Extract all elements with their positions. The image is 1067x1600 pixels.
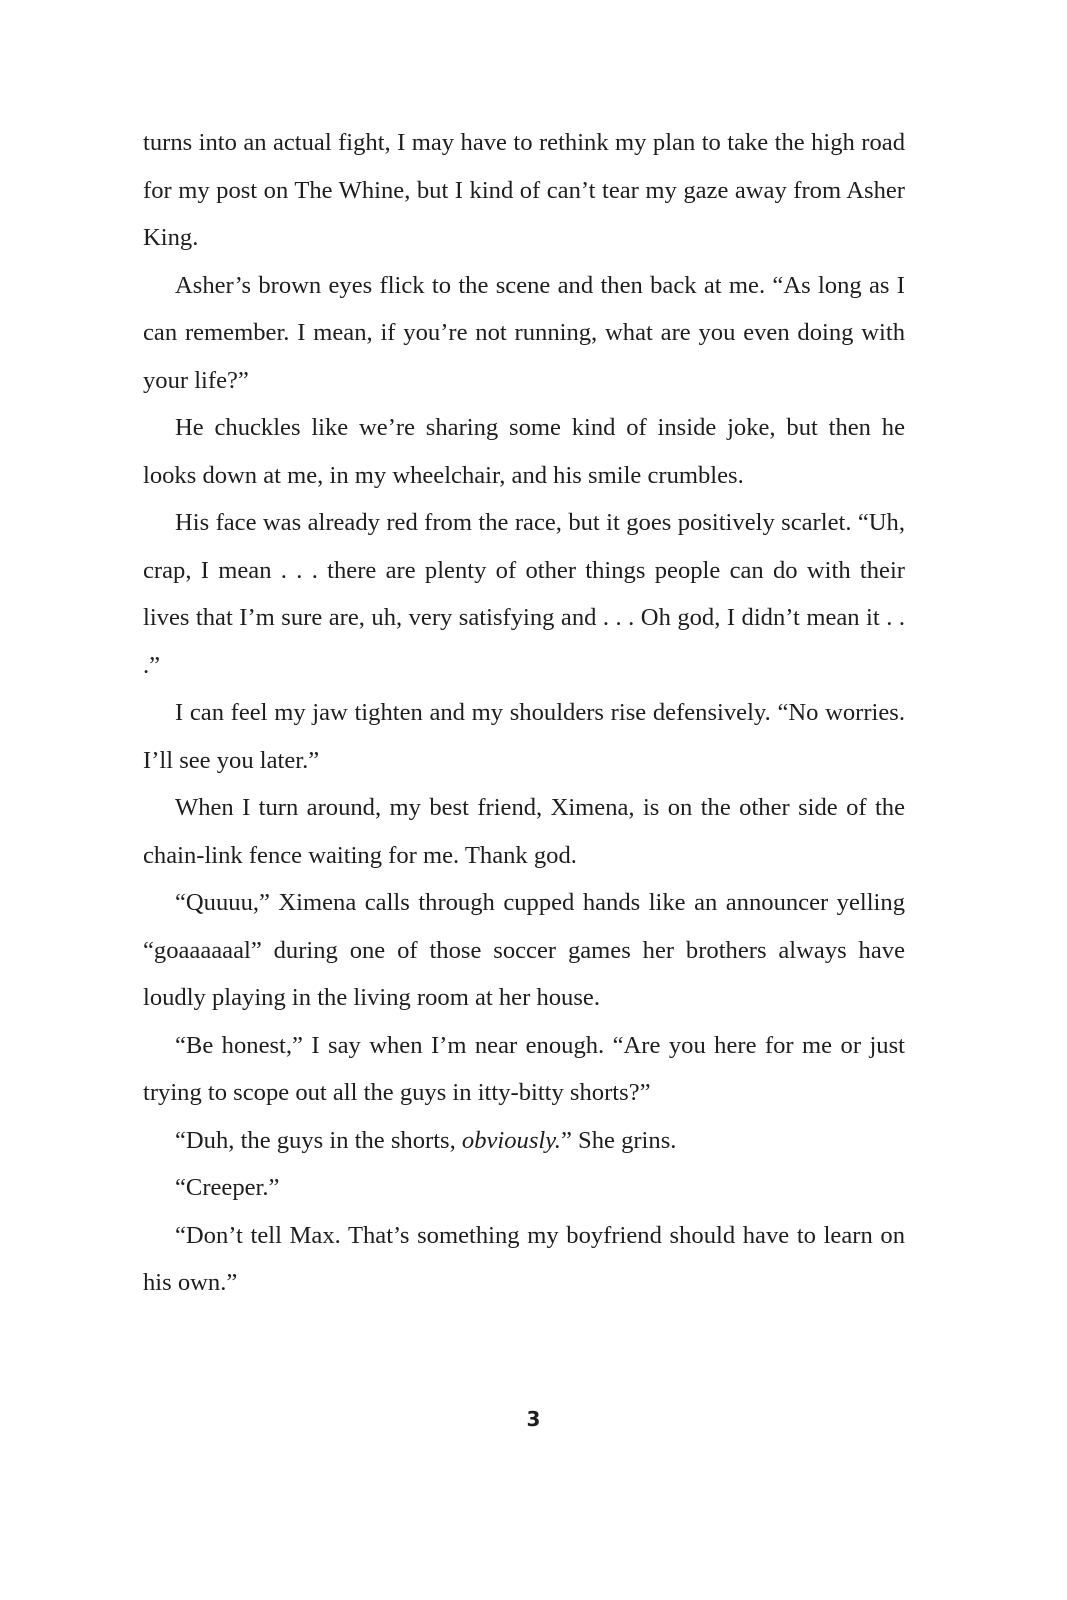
paragraph: “Creeper.”: [175, 1174, 280, 1201]
paragraph: turns into an actual fight, I may have to rethink my plan to take the high road for my post on The Whine, but I kind of can’t tear my gaze away from Asher King.: [143, 129, 905, 251]
paragraph: Asher’s brown eyes flick to the scene and then back at me. “As long as I can remember. I mean, if you’re not running, what are you even doing with your life?”: [143, 271, 905, 394]
paragraph: His face was already red from the race, but it goes positively scarlet. “Uh, crap, I mean . . . there are plenty of other things people can do with their lives that I’m sure are, uh, very satisfying and . . . Oh god, I didn’t mean it . . .”: [143, 509, 905, 679]
paragraph: “Quuuu,” Ximena calls through cupped hands like an announcer yelling “goaaaaaal” during one of those soccer games her brothers always have loudly playing in the living room at her house.: [143, 889, 905, 1011]
paragraph-with-italic: [143, 1117, 905, 1165]
page-number: 3: [526, 1407, 541, 1431]
paragraph: He chuckles like we’re sharing some kind of inside joke, but then he looks down at me, in my wheelchair, and his smile crumbles.: [143, 414, 905, 489]
paragraph: “Don’t tell Max. That’s something my boyfriend should have to learn on his own.”: [143, 1221, 905, 1296]
paragraph: “Be honest,” I say when I’m near enough. “Are you here for me or just trying to scope out all the guys in itty-bitty shorts?”: [143, 1031, 905, 1106]
italic-emphasis: obviously.: [461, 1126, 561, 1154]
paragraph-text: ” She grins.: [560, 1126, 677, 1154]
paragraph: I can feel my jaw tighten and my shoulders rise defensively. “No worries. I’ll see you later.”: [143, 699, 905, 774]
paragraph: When I turn around, my best friend, Ximena, is on the other side of the chain-link fence waiting for me. Thank god.: [143, 794, 905, 869]
body-text: [143, 119, 905, 1307]
paragraph-text: “Duh, the guys in the shorts,: [175, 1126, 462, 1154]
